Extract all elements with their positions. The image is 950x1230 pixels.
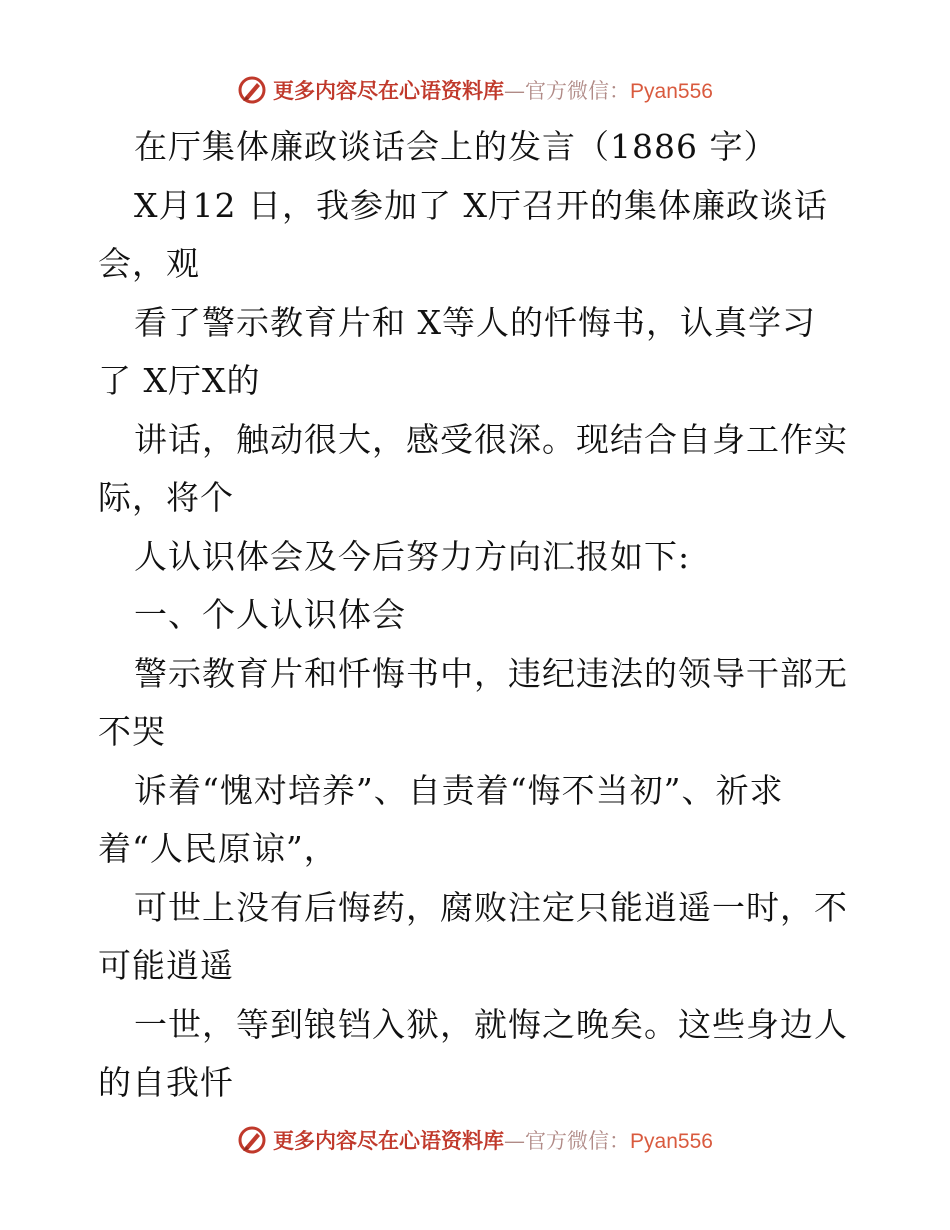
paragraph-line: 不哭 <box>98 712 166 751</box>
paragraph-line: 的自我忏 <box>98 1063 234 1102</box>
footer-dash: — <box>504 1129 526 1153</box>
paragraph-line: 可世上没有后悔药，腐败注定只能逍遥一时，不 <box>134 887 848 927</box>
footer-watermark <box>0 1120 950 1160</box>
document-body <box>98 118 858 1113</box>
footer-wechat-id: Pyan556 <box>630 1130 713 1153</box>
paragraph-line: 警示教育片和忏悔书中，违纪违法的领导干部无 <box>134 653 848 693</box>
paragraph-line: 讲话，触动很大，感受很深。现结合自身工作实 <box>134 419 848 459</box>
paragraph-line: X月12 日，我参加了 X厅召开的集体廉政谈话 <box>134 185 828 225</box>
paragraph-line: 了 X厅X的 <box>98 361 261 400</box>
paragraph-line: 可能逍遥 <box>98 946 234 985</box>
pen-logo-icon <box>237 1125 267 1155</box>
paragraph-line: 人认识体会及今后努力方向汇报如下: <box>134 536 691 576</box>
section-heading: 一、个人认识体会 <box>134 595 406 634</box>
header-watermark <box>0 70 950 110</box>
paragraph-line: 看了警示教育片和 X等人的忏悔书，认真学习 <box>134 302 816 342</box>
header-wechat-id: Pyan556 <box>630 80 713 103</box>
footer-wechat-label: 官方微信： <box>525 1129 631 1153</box>
header-dash: — <box>504 79 526 103</box>
header-wechat-label: 官方微信： <box>525 79 631 103</box>
paragraph-line: 际，将个 <box>98 478 234 517</box>
document-title: 在厅集体廉政谈话会上的发言（1886 字） <box>134 127 778 166</box>
paragraph-line: 一世，等到锒铛入狱，就悔之晚矣。这些身边人 <box>134 1004 848 1044</box>
paragraph-line: 会，观 <box>98 244 200 283</box>
pen-logo-icon <box>237 75 267 105</box>
paragraph-line: 着“人民原谅”， <box>98 829 338 868</box>
paragraph-line: 诉着“愧对培养”、自责着“悔不当初”、祈求 <box>134 770 784 810</box>
header-brand: 更多内容尽在心语资料库 <box>273 78 505 103</box>
footer-brand: 更多内容尽在心语资料库 <box>273 1128 505 1153</box>
